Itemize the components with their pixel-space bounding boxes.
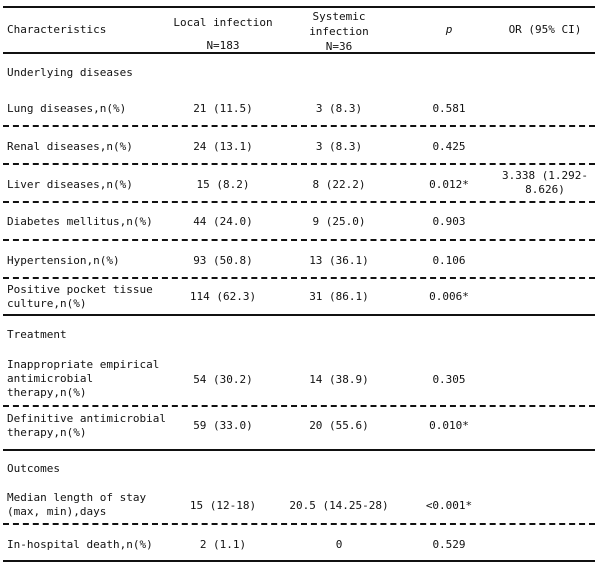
row-p: 0.012* — [429, 178, 469, 191]
section-underlying-diseases: Underlying diseases — [7, 66, 133, 79]
section-outcomes: Outcomes — [7, 462, 60, 475]
row-systemic: 20 (55.6) — [309, 419, 369, 432]
row-p: 0.010* — [429, 419, 469, 432]
row-local: 24 (13.1) — [193, 140, 253, 153]
row-local: 44 (24.0) — [193, 215, 253, 228]
row-divider — [3, 405, 595, 407]
row-systemic: 8 (22.2) — [312, 178, 366, 191]
row-divider — [3, 523, 595, 525]
row-or: 3.338 (1.292-8.626) — [501, 169, 589, 196]
row-systemic: 14 (38.9) — [309, 373, 369, 386]
row-label: Inappropriate empirical antimicrobial therapy,n(%) — [7, 358, 160, 399]
row-label: Liver diseases,n(%) — [7, 178, 133, 191]
row-local: 93 (50.8) — [193, 254, 253, 267]
row-label: Hypertension,n(%) — [7, 254, 120, 267]
row-systemic: 3 (8.3) — [315, 102, 363, 115]
row-p: 0.903 — [432, 215, 466, 228]
header-systemic-line3: N=36 — [325, 40, 353, 53]
row-local: 59 (33.0) — [193, 419, 253, 432]
header-rule — [3, 52, 595, 54]
row-p: 0.006* — [429, 290, 469, 303]
row-systemic: 3 (8.3) — [315, 140, 363, 153]
row-local: 2 (1.1) — [199, 538, 247, 551]
section-rule — [3, 314, 595, 316]
row-local: 15 (12-18) — [189, 499, 257, 512]
header-p: p — [445, 23, 453, 36]
row-systemic: 0 — [335, 538, 343, 551]
row-p: 0.581 — [432, 102, 466, 115]
row-label: Lung diseases,n(%) — [7, 102, 127, 115]
row-divider — [3, 201, 595, 203]
row-label: In-hospital death,n(%) — [7, 538, 153, 551]
row-divider — [3, 163, 595, 165]
row-p: 0.305 — [432, 373, 466, 386]
row-divider — [3, 125, 595, 127]
row-label: Median length of stay (max, min),days — [7, 491, 147, 518]
row-p: 0.425 — [432, 140, 466, 153]
row-label: Diabetes mellitus,n(%) — [7, 215, 153, 228]
header-characteristics: Characteristics — [7, 23, 107, 36]
row-local: 21 (11.5) — [193, 102, 253, 115]
row-divider — [3, 277, 595, 279]
section-treatment: Treatment — [7, 328, 67, 341]
header-systemic-line1: Systemic — [312, 10, 366, 23]
row-systemic: 20.5 (14.25-28) — [289, 499, 389, 512]
header-systemic-line2: infection — [309, 25, 369, 38]
section-rule — [3, 449, 595, 451]
row-systemic: 31 (86.1) — [309, 290, 369, 303]
row-p: 0.529 — [432, 538, 466, 551]
table-bottom-rule — [3, 560, 595, 562]
row-label: Renal diseases,n(%) — [7, 140, 133, 153]
header-or: OR (95% CI) — [508, 23, 582, 36]
row-label: Definitive antimicrobial therapy,n(%) — [7, 412, 166, 439]
header-local-line1: Local infection — [173, 16, 273, 29]
header-local-line2: N=183 — [206, 39, 240, 52]
table-top-rule — [3, 6, 595, 8]
row-divider — [3, 239, 595, 241]
row-systemic: 9 (25.0) — [312, 215, 366, 228]
row-label: Positive pocket tissue culture,n(%) — [7, 283, 153, 310]
row-p: <0.001* — [425, 499, 473, 512]
row-systemic: 13 (36.1) — [309, 254, 369, 267]
row-p: 0.106 — [432, 254, 466, 267]
row-local: 54 (30.2) — [193, 373, 253, 386]
row-local: 15 (8.2) — [196, 178, 250, 191]
row-local: 114 (62.3) — [189, 290, 257, 303]
